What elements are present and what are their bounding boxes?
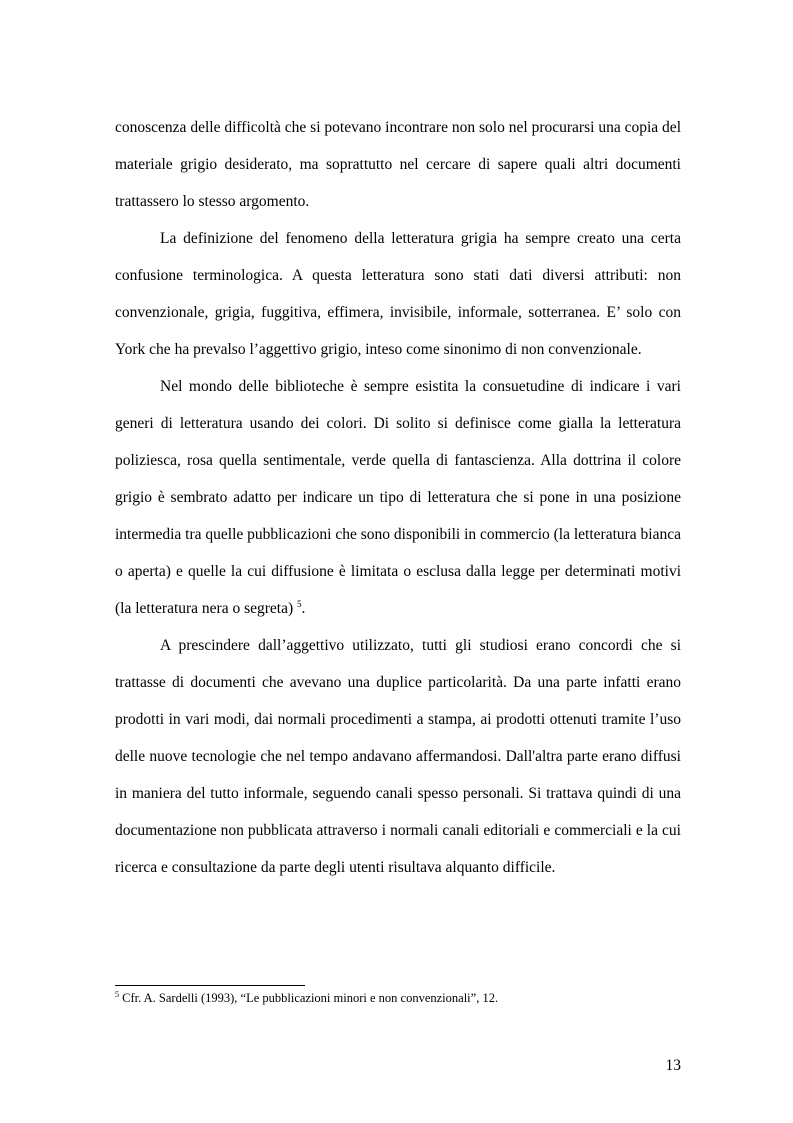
paragraph-3: [115, 368, 681, 627]
footnote-number: 5: [115, 990, 119, 999]
footnote-reference[interactable]: 5: [297, 599, 302, 609]
page-number: 13: [665, 1057, 681, 1074]
paragraph-1: [115, 109, 681, 220]
footnote: [115, 990, 681, 1006]
paragraph-4: [115, 627, 681, 886]
paragraph-3-end: .: [301, 600, 306, 617]
paragraph-2: [115, 220, 681, 368]
body-text: [115, 109, 681, 886]
paragraph-2-text: La definizione del fenomeno della letteratura grigia ha sempre creato una certa confusione terminologica. A questa letteratura sono stati dati diversi attributi: non convenzionale, grigia, fuggitiva, effimera, invisibile, informale, sotterranea. E’ solo con York che ha prevalso l’aggettivo grigio, inteso come sinonimo di non convenzionale.: [115, 230, 681, 358]
paragraph-1-text: conoscenza delle difficoltà che si potevano incontrare non solo nel procurarsi una copia del materiale grigio desiderato, ma soprattutto nel cercare di sapere quali altri documenti trattassero lo stesso argomento.: [115, 119, 681, 210]
paragraph-3-text: Nel mondo delle biblioteche è sempre esistita la consuetudine di indicare i vari generi di letteratura usando dei colori. Di solito si definisce come gialla la letteratura poliziesca, rosa quella sentimentale, verde quella di fantascienza. Alla dottrina il colore grigio è sembrato adatto per indicare un tipo di letteratura che si pone in una posizione intermedia tra quelle pubblicazioni che sono disponibili in commercio (la letteratura bianca o aperta) e quelle la cui diffusione è limitata o esclusa dalla legge per determinati motivi (la letteratura nera o segreta): [115, 378, 681, 617]
footnote-text: Cfr. A. Sardelli (1993), “Le pubblicazioni minori e non convenzionali”, 12.: [119, 991, 499, 1005]
footnote-separator: [115, 985, 305, 986]
paragraph-4-text: A prescindere dall’aggettivo utilizzato, tutti gli studiosi erano concordi che si trattasse di documenti che avevano una duplice particolarità. Da una parte infatti erano prodotti in vari modi, dai normali procedimenti a stampa, ai prodotti ottenuti tramite l’uso delle nuove tecnologie che nel tempo andavano affermandosi. Dall'altra parte erano diffusi in maniera del tutto informale, seguendo canali spesso personali. Si trattava quindi di una documentazione non pubblicata attraverso i normali canali editoriali e commerciali e la cui ricerca e consultazione da parte degli utenti risultava alquanto difficile.: [115, 637, 681, 876]
